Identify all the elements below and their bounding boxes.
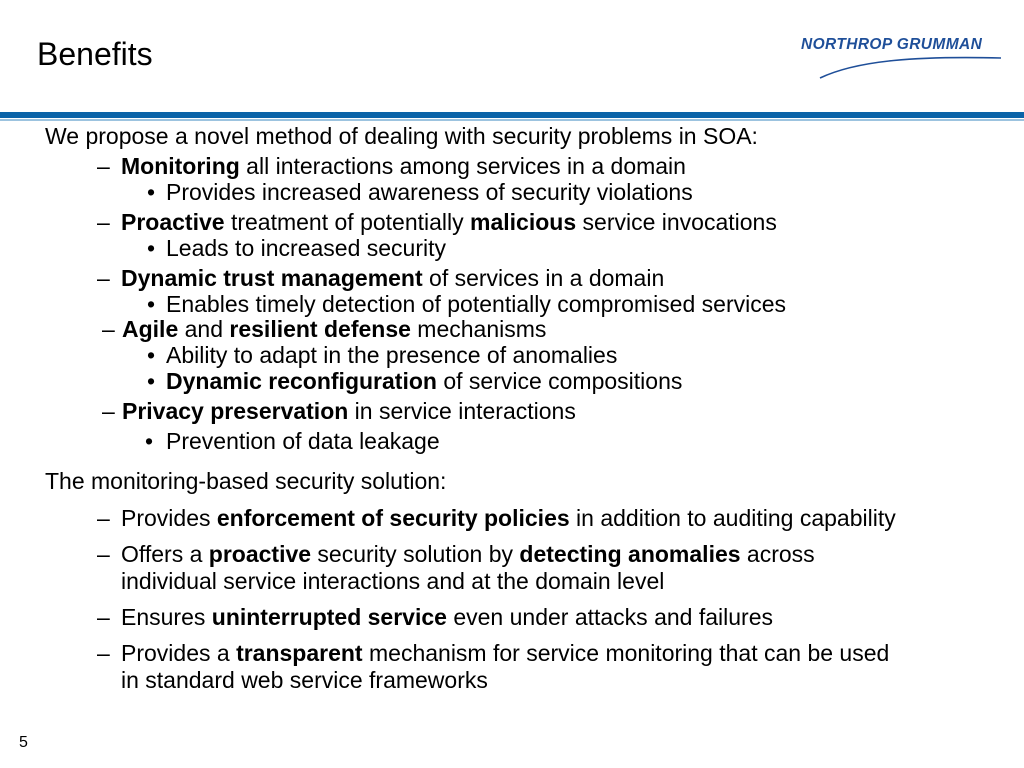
sub-item: • Prevention of data leakage — [145, 428, 440, 454]
page-number: 5 — [19, 734, 28, 751]
bullet-marker: • — [147, 291, 156, 317]
list-item-transparent: – Provides a transparent mechanism for service monitoring that can be used — [97, 640, 890, 666]
section1-intro: We propose a novel method of dealing with security problems in SOA: — [45, 123, 758, 149]
dash-marker: – — [97, 505, 110, 531]
list-item-continuation: in standard web service frameworks — [121, 667, 488, 693]
slide-title: Benefits — [37, 36, 153, 72]
dash-marker: – — [97, 265, 110, 291]
northrop-grumman-logo — [798, 36, 1002, 82]
dash-marker: – — [97, 604, 110, 630]
sub-item: • Leads to increased security — [147, 235, 446, 261]
dash-marker: – — [97, 153, 110, 179]
dash-marker: – — [97, 541, 110, 567]
logo-swoosh-icon — [798, 36, 1002, 82]
dash-marker: – — [102, 398, 115, 424]
list-item-proactive: – Proactive treatment of potentially malicious service invocations — [97, 209, 777, 235]
list-item-monitoring: – Monitoring all interactions among services in a domain — [97, 153, 686, 179]
header-rule — [0, 112, 1024, 118]
sub-item: • Ability to adapt in the presence of anomalies — [147, 342, 618, 368]
list-item-enforcement: – Provides enforcement of security policies in addition to auditing capability — [97, 505, 896, 531]
bullet-marker: • — [147, 179, 156, 205]
header-rule-light — [0, 119, 1024, 121]
bullet-marker: • — [147, 235, 156, 261]
sub-item: • Dynamic reconfiguration of service compositions — [147, 368, 683, 394]
list-item-uninterrupted: – Ensures uninterrupted service even under attacks and failures — [97, 604, 773, 630]
list-item-agile: – Agile and resilient defense mechanisms — [102, 316, 547, 342]
logo-wordmark: NORTHROP GRUMMAN — [801, 36, 983, 53]
bullet-marker: • — [145, 428, 154, 454]
sub-item: • Enables timely detection of potentially compromised services — [147, 291, 787, 317]
dash-marker: – — [97, 640, 110, 666]
dash-marker: – — [97, 209, 110, 235]
bullet-marker: • — [147, 342, 156, 368]
list-item-proactive-solution: – Offers a proactive security solution by detecting anomalies across — [97, 541, 815, 567]
bullet-marker: • — [147, 368, 156, 394]
dash-marker: – — [102, 316, 115, 342]
section2-intro: The monitoring-based security solution: — [45, 468, 447, 494]
list-item-continuation: individual service interactions and at the domain level — [121, 568, 665, 594]
list-item-trust-management: – Dynamic trust management of services in a domain — [97, 265, 665, 291]
sub-item: • Provides increased awareness of security violations — [147, 179, 693, 205]
list-item-privacy: – Privacy preservation in service interactions — [102, 398, 576, 424]
